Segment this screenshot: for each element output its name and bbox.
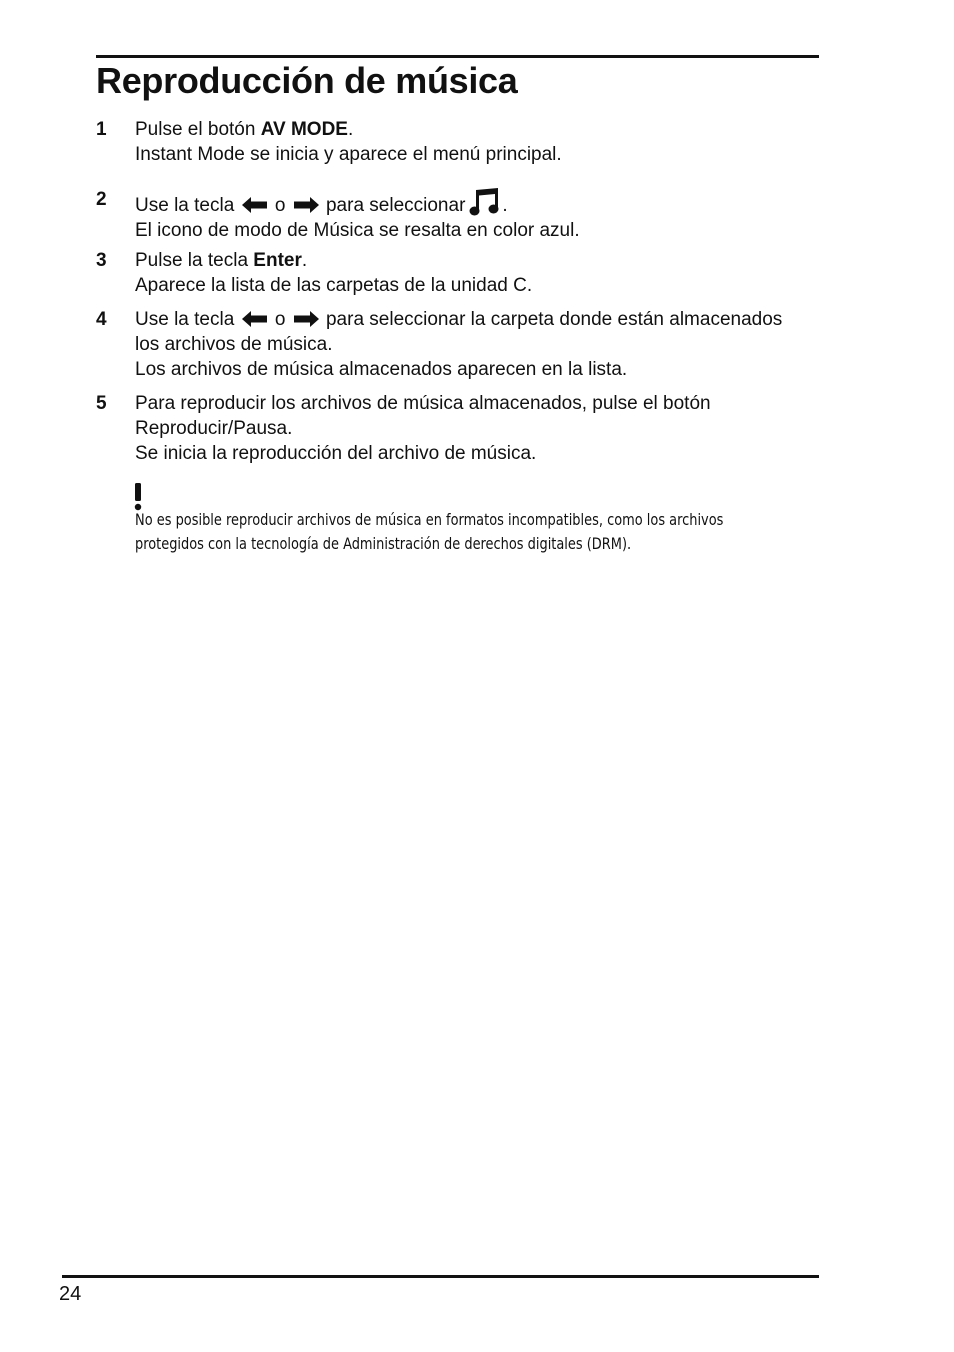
step-text: Use la tecla xyxy=(135,195,235,216)
step-text: para seleccionar xyxy=(325,195,466,216)
left-arrow-icon xyxy=(242,197,268,213)
step-text: o xyxy=(274,195,286,216)
left-arrow-icon xyxy=(242,311,268,327)
step-number: 3 xyxy=(96,250,107,271)
step-text: Pulse la tecla xyxy=(135,250,254,271)
step-text: Use la tecla xyxy=(135,309,235,330)
step-number: 4 xyxy=(96,309,107,330)
music-note-icon xyxy=(469,187,501,217)
enter-key-label: Enter xyxy=(253,250,302,271)
caution-note xyxy=(135,508,765,556)
step-result: El icono de modo de Música se resalta en color azul. xyxy=(135,220,580,241)
step-result: Los archivos de música almacenados aparecen en la lista. xyxy=(135,359,628,380)
step-result: Se inicia la reproducción del archivo de música. xyxy=(135,443,537,464)
note-text: No es posible reproducir archivos de música en formatos incompatibles, como los archivos xyxy=(135,510,724,529)
page-title: Reproducción de música xyxy=(96,60,518,101)
header-rule xyxy=(96,55,819,58)
step-text: los archivos de música. xyxy=(135,334,333,355)
step-text: . xyxy=(502,195,508,216)
note-text: protegidos con la tecnología de Administración de derechos digitales (DRM). xyxy=(135,534,632,553)
page-number: 24 xyxy=(59,1283,82,1305)
step-text: . xyxy=(301,250,308,271)
step-text: Pulse el botón xyxy=(135,119,261,140)
step-number: 1 xyxy=(96,119,107,140)
step-result: Aparece la lista de las carpetas de la unidad C. xyxy=(135,275,533,296)
right-arrow-icon xyxy=(293,197,319,213)
step-number: 2 xyxy=(96,189,107,210)
step-result: Instant Mode se inicia y aparece el menú principal. xyxy=(135,144,562,165)
footer-rule xyxy=(62,1275,819,1278)
right-arrow-icon xyxy=(293,311,319,327)
step-text: Para reproducir los archivos de música almacenados, pulse el botón xyxy=(135,393,711,414)
av-mode-label: AV MODE xyxy=(260,119,348,140)
step-text: o xyxy=(274,309,286,330)
step-text: Reproducir/Pausa. xyxy=(135,418,293,439)
step-number: 5 xyxy=(96,393,107,414)
step-text: . xyxy=(347,119,354,140)
step-text: para seleccionar la carpeta donde están almacenados xyxy=(325,309,783,330)
